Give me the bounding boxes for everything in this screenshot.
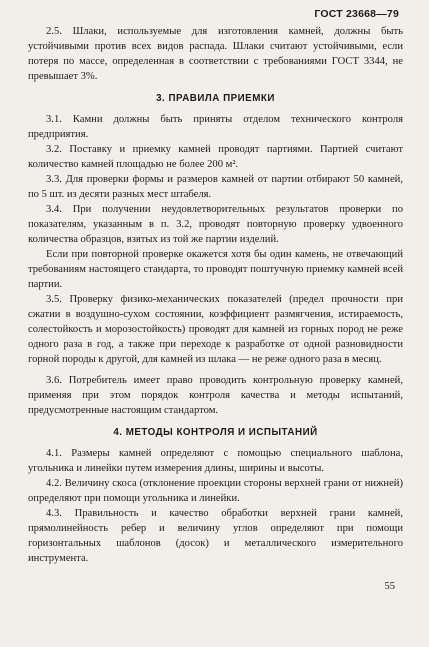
section-heading-test-methods: 4. МЕТОДЫ КОНТРОЛЯ И ИСПЫТАНИЙ [113, 427, 318, 438]
paragraph-4-2: 4.2. Величину скоса (отклонение проекции стороны верхней грани от нижней) определяют при помощи угольника и линейки. [28, 478, 403, 504]
paragraph-3-2: 3.2. Поставку и приемку камней проводят партиями. Партией считают количество камней площадью не более 200 м². [28, 144, 403, 170]
paragraph-4-3: 4.3. Правильность и качество обработки верхней грани камней, прямолинейность ребер и величину углов определяют при помощи горизонтальных шаблонов (досок) и металлического измерительного инструмента. [28, 508, 403, 564]
section-heading-acceptance-rules: 3. ПРАВИЛА ПРИЕМКИ [156, 93, 275, 104]
paragraph-4-1: 4.1. Размеры камней определяют с помощью специального шаблона, угольника и линейки путем измерения длины, ширины и высоты. [28, 448, 403, 474]
document-body [28, 24, 403, 566]
paragraph-3-4-continuation: Если при повторной проверке окажется хотя бы один камень, не отвечающий требованиям настоящего стандарта, то проводят поштучную приемку камней всей партии. [28, 249, 403, 290]
paragraph-3-6: 3.6. Потребитель имеет право проводить контрольную проверку камней, применяя при этом порядок контроля качества и методы испытаний, предусмотренные настоящим стандартом. [28, 375, 403, 416]
paragraph-3-4: 3.4. При получении неудовлетворительных результатов проверки по показателям, указанным в п. 3.2, проводят повторную проверку удвоенного количества образцов, взятых из той же партии изделий. [28, 204, 403, 245]
paragraph-3-1: 3.1. Камни должны быть приняты отделом технического контроля предприятия. [28, 114, 403, 140]
page-number: 55 [384, 581, 395, 592]
paragraph-3-3: 3.3. Для проверки формы и размеров камней от партии отбирают 50 камней, по 5 шт. из десяти разных мест штабеля. [28, 174, 403, 200]
paragraph-3-5: 3.5. Проверку физико-механических показателей (предел прочности при сжатии в воздушно-сухом состоянии, коэффициент размягчения, истираемость, солестойкость и морозостойкость) проводят для камней из горных пород не реже одного раза в год, а также при переходе к разработке от одной разновидности горной породы к другой, для камней из шлака — не реже одного раза в месяц. [28, 294, 403, 365]
standard-code-header: ГОСТ 23668—79 [314, 8, 399, 20]
paragraph-2-5: 2.5. Шлаки, используемые для изготовления камней, должны быть устойчивыми против всех видов распада. Шлаки считают устойчивыми, если потеря по массе, определенная в соответствии с требованиями ГОСТ 3344, не превышает 3%. [28, 26, 403, 82]
